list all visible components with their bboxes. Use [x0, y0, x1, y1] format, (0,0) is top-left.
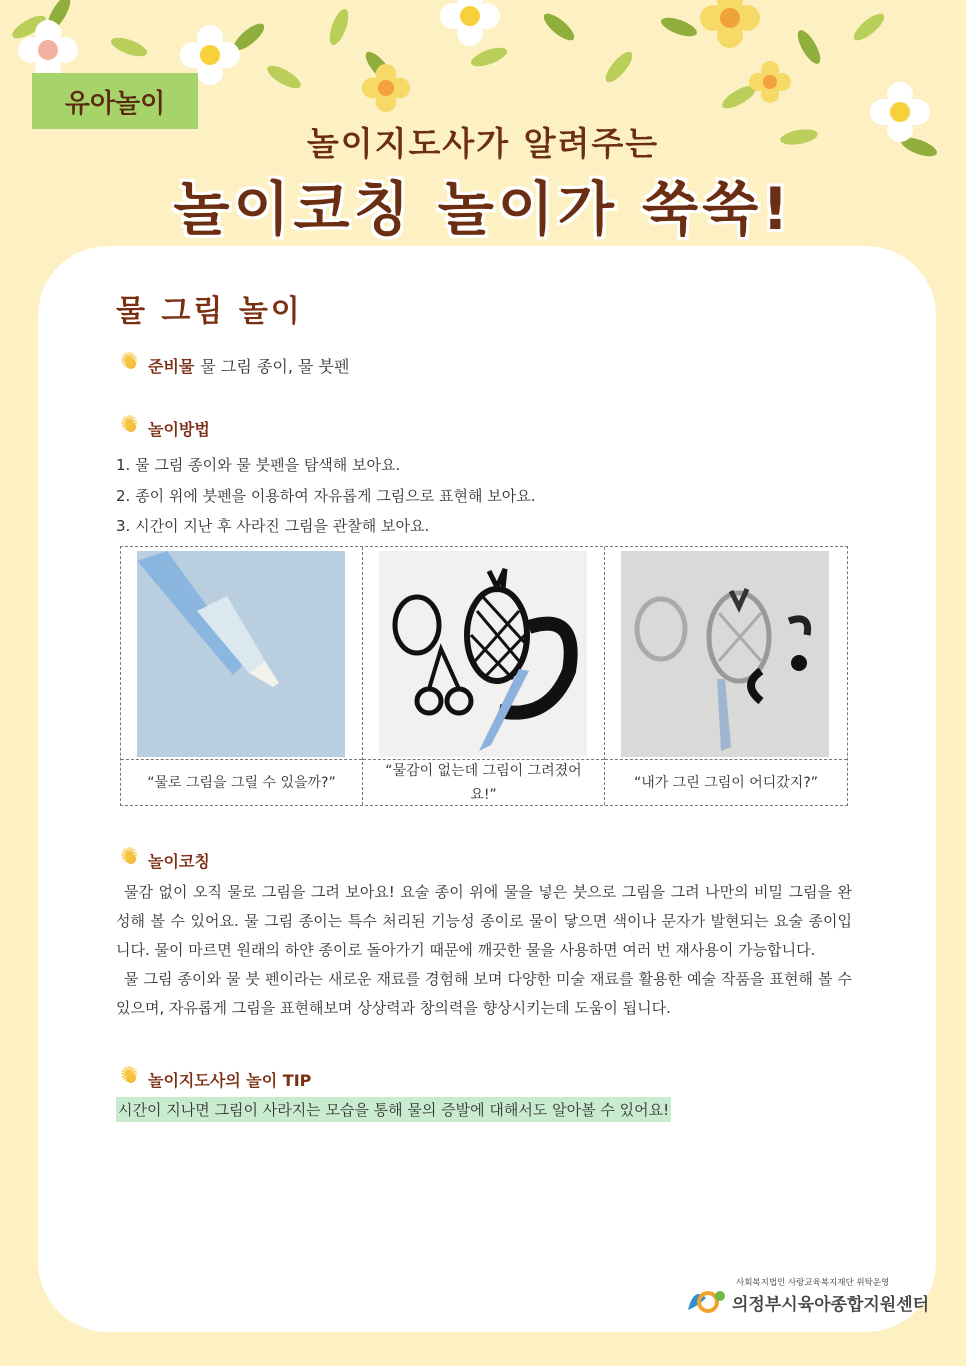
daisy-icon	[440, 0, 500, 46]
flower-icon	[749, 61, 791, 103]
flower-icon	[362, 64, 410, 112]
list-item: 3. 시간이 지난 후 사라진 그림을 관찰해 보아요.	[116, 517, 430, 535]
sun-icon	[120, 1067, 142, 1089]
sun-icon	[120, 353, 142, 375]
photo-cell	[363, 547, 605, 805]
tip-label: 놀이지도사의 놀이 TIP	[148, 1071, 312, 1090]
coaching-paragraph: 물감 없이 오직 물로 그림을 그려 보아요! 요술 종이 위에 물을 넣은 붓으로 그림을 그려 나만의 비밀 그림을 완성해 볼 수 있어요. 물 그림 종이는 특수 처리된 기능성 종이로 물이 닿으면 색이나 문자가 발현되는 요술 종이입니다. 물이 마르면 원래의 하얀 종이로 돌아가기 때문에 깨끗한 물을 사용하면 여러 번 재사용이 가능합니다.	[116, 883, 852, 959]
tip-section	[120, 1067, 311, 1091]
org-small-text: 사회복지법인 사랑교육복지재단 위탁운영	[736, 1278, 890, 1288]
method-section	[120, 416, 210, 440]
coaching-text	[116, 878, 852, 1023]
category-tag: 유아놀이	[32, 73, 198, 129]
photo-caption: “물감이 없는데 그림이 그려졌어요!”	[363, 759, 604, 806]
photo-cell	[605, 547, 847, 805]
materials-label: 준비물	[148, 357, 195, 376]
sun-icon	[120, 416, 142, 438]
list-item: 2. 종이 위에 붓펜을 이용하여 자유롭게 그림으로 표현해 보아요.	[116, 486, 536, 505]
water-drawing-photo	[379, 551, 587, 757]
org-name: 의정부시육아종합지원센터	[732, 1295, 930, 1315]
photo-cell	[121, 547, 363, 805]
photo-caption: “물로 그림을 그릴 수 있을까?”	[121, 759, 362, 806]
method-steps	[116, 450, 535, 542]
tip-text: 시간이 지나면 그림이 사라지는 모습을 통해 물의 증발에 대해서도 알아볼 수 있어요!	[116, 1097, 671, 1122]
organization-logo	[684, 1276, 930, 1320]
page-subtitle: 놀이지도사가 알려주는	[306, 124, 660, 163]
photo-caption: “내가 그린 그림이 어디갔지?”	[605, 759, 847, 806]
activity-title: 물 그림 놀이	[116, 294, 303, 329]
sun-icon	[120, 848, 142, 870]
method-label: 놀이방법	[148, 420, 210, 439]
photo-table	[120, 546, 848, 806]
coaching-section	[120, 848, 210, 872]
page-title: 놀이코칭 놀이가 쑥쑥!	[173, 175, 793, 243]
daisy-icon	[18, 20, 78, 80]
materials-section	[120, 353, 349, 377]
brush-pen-photo	[137, 551, 345, 757]
fading-drawing-photo	[621, 551, 829, 757]
coaching-paragraph: 물 그림 종이와 물 붓 펜이라는 새로운 재료를 경험해 보며 다양한 미술 재료를 활용한 예술 작품을 표현해 볼 수 있으며, 자유롭게 그림을 표현해보며 상상력과 창의력을 향상시키는데 도움이 됩니다.	[116, 970, 852, 1017]
flower-icon	[700, 0, 760, 48]
coaching-label: 놀이코칭	[148, 852, 210, 871]
materials-text: 물 그림 종이, 물 붓펜	[200, 357, 350, 376]
list-item: 1. 물 그림 종이와 물 붓펜을 탐색해 보아요.	[116, 456, 401, 474]
logo-mark-icon	[684, 1282, 728, 1316]
